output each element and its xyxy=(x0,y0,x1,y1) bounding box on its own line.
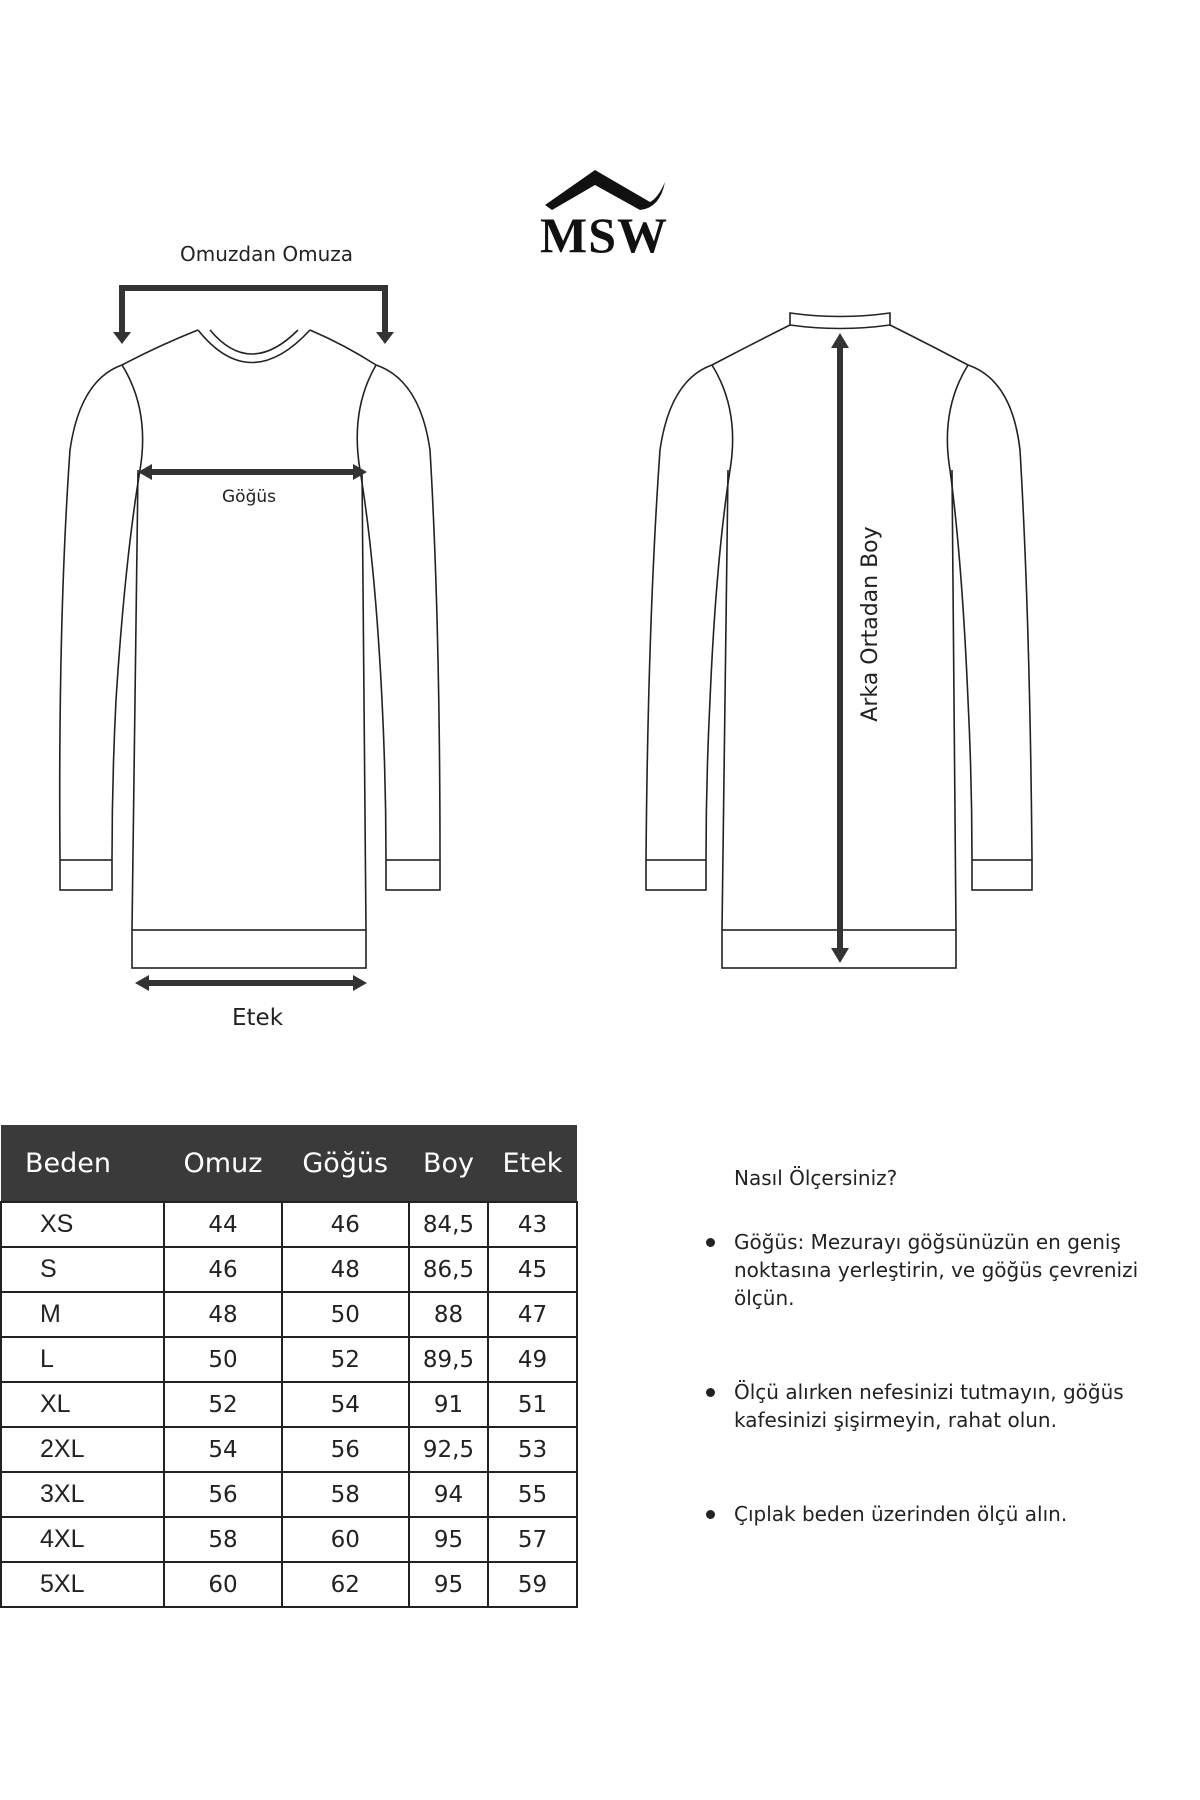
bullet-icon xyxy=(706,1510,715,1519)
instruction-text: Çıplak beden üzerinden ölçü alın. xyxy=(734,1502,1068,1526)
table-cell: 54 xyxy=(282,1382,409,1427)
instruction-item xyxy=(700,1500,1200,1528)
table-row xyxy=(1,1337,577,1382)
bullet-icon xyxy=(706,1238,715,1247)
table-row xyxy=(1,1247,577,1292)
instructions-title: Nasıl Ölçersiniz? xyxy=(734,1166,898,1190)
table-cell: 57 xyxy=(488,1517,577,1562)
table-cell: 5XL xyxy=(1,1562,164,1607)
table-cell: 46 xyxy=(164,1247,281,1292)
table-cell: 86,5 xyxy=(409,1247,488,1292)
table-cell: 56 xyxy=(282,1427,409,1472)
table-cell: 91 xyxy=(409,1382,488,1427)
measurement-instructions xyxy=(700,1166,1200,1528)
brand-name: MSW xyxy=(540,207,668,263)
table-cell: 95 xyxy=(409,1517,488,1562)
table-cell: 53 xyxy=(488,1427,577,1472)
front-garment-diagram xyxy=(0,0,600,1060)
table-cell: S xyxy=(1,1247,164,1292)
table-cell: 49 xyxy=(488,1337,577,1382)
table-cell: 54 xyxy=(164,1427,281,1472)
table-cell: 44 xyxy=(164,1202,281,1247)
table-cell: 51 xyxy=(488,1382,577,1427)
instruction-item xyxy=(700,1228,1200,1312)
table-cell: 88 xyxy=(409,1292,488,1337)
table-row xyxy=(1,1202,577,1247)
table-cell: M xyxy=(1,1292,164,1337)
header-gogus: Göğüs xyxy=(282,1125,409,1202)
table-cell: 52 xyxy=(282,1337,409,1382)
table-cell: 47 xyxy=(488,1292,577,1337)
table-cell: 48 xyxy=(282,1247,409,1292)
table-row xyxy=(1,1562,577,1607)
hem-label: Etek xyxy=(232,1005,284,1031)
table-cell: 59 xyxy=(488,1562,577,1607)
instruction-text: Ölçü alırken nefesinizi tutmayın, göğüs kafesinizi şişirmeyin, rahat olun. xyxy=(734,1380,1124,1432)
table-row xyxy=(1,1427,577,1472)
table-cell: L xyxy=(1,1337,164,1382)
table-cell: 95 xyxy=(409,1562,488,1607)
size-table xyxy=(0,1125,578,1608)
table-cell: XL xyxy=(1,1382,164,1427)
table-cell: 60 xyxy=(164,1562,281,1607)
table-cell: 92,5 xyxy=(409,1427,488,1472)
table-cell: 46 xyxy=(282,1202,409,1247)
table-cell: 89,5 xyxy=(409,1337,488,1382)
instruction-item xyxy=(700,1378,1200,1434)
table-cell: 58 xyxy=(282,1472,409,1517)
instruction-text: Göğüs: Mezurayı göğsünüzün en geniş noktasına yerleştirin, ve göğüs çevrenizi ölçün. xyxy=(734,1230,1139,1310)
table-cell: 4XL xyxy=(1,1517,164,1562)
shoulder-label: Omuzdan Omuza xyxy=(180,242,354,266)
table-cell: 3XL xyxy=(1,1472,164,1517)
table-cell: 50 xyxy=(164,1337,281,1382)
table-cell: 48 xyxy=(164,1292,281,1337)
table-cell: 45 xyxy=(488,1247,577,1292)
back-garment-diagram xyxy=(600,0,1060,1060)
table-cell: 50 xyxy=(282,1292,409,1337)
header-beden: Beden xyxy=(1,1125,164,1202)
table-cell: 55 xyxy=(488,1472,577,1517)
header-boy: Boy xyxy=(409,1125,488,1202)
table-row xyxy=(1,1517,577,1562)
table-cell: 52 xyxy=(164,1382,281,1427)
table-cell: 62 xyxy=(282,1562,409,1607)
table-cell: 84,5 xyxy=(409,1202,488,1247)
back-length-label: Arka Ortadan Boy xyxy=(858,526,883,722)
table-cell: 94 xyxy=(409,1472,488,1517)
table-cell: 43 xyxy=(488,1202,577,1247)
table-cell: 58 xyxy=(164,1517,281,1562)
table-cell: XS xyxy=(1,1202,164,1247)
table-row xyxy=(1,1472,577,1517)
table-cell: 56 xyxy=(164,1472,281,1517)
table-row xyxy=(1,1292,577,1337)
size-table-header xyxy=(1,1125,577,1202)
header-omuz: Omuz xyxy=(164,1125,281,1202)
header-etek: Etek xyxy=(488,1125,577,1202)
table-cell: 60 xyxy=(282,1517,409,1562)
bullet-icon xyxy=(706,1388,715,1397)
table-cell: 2XL xyxy=(1,1427,164,1472)
table-row xyxy=(1,1382,577,1427)
chest-label: Göğüs xyxy=(222,487,276,507)
